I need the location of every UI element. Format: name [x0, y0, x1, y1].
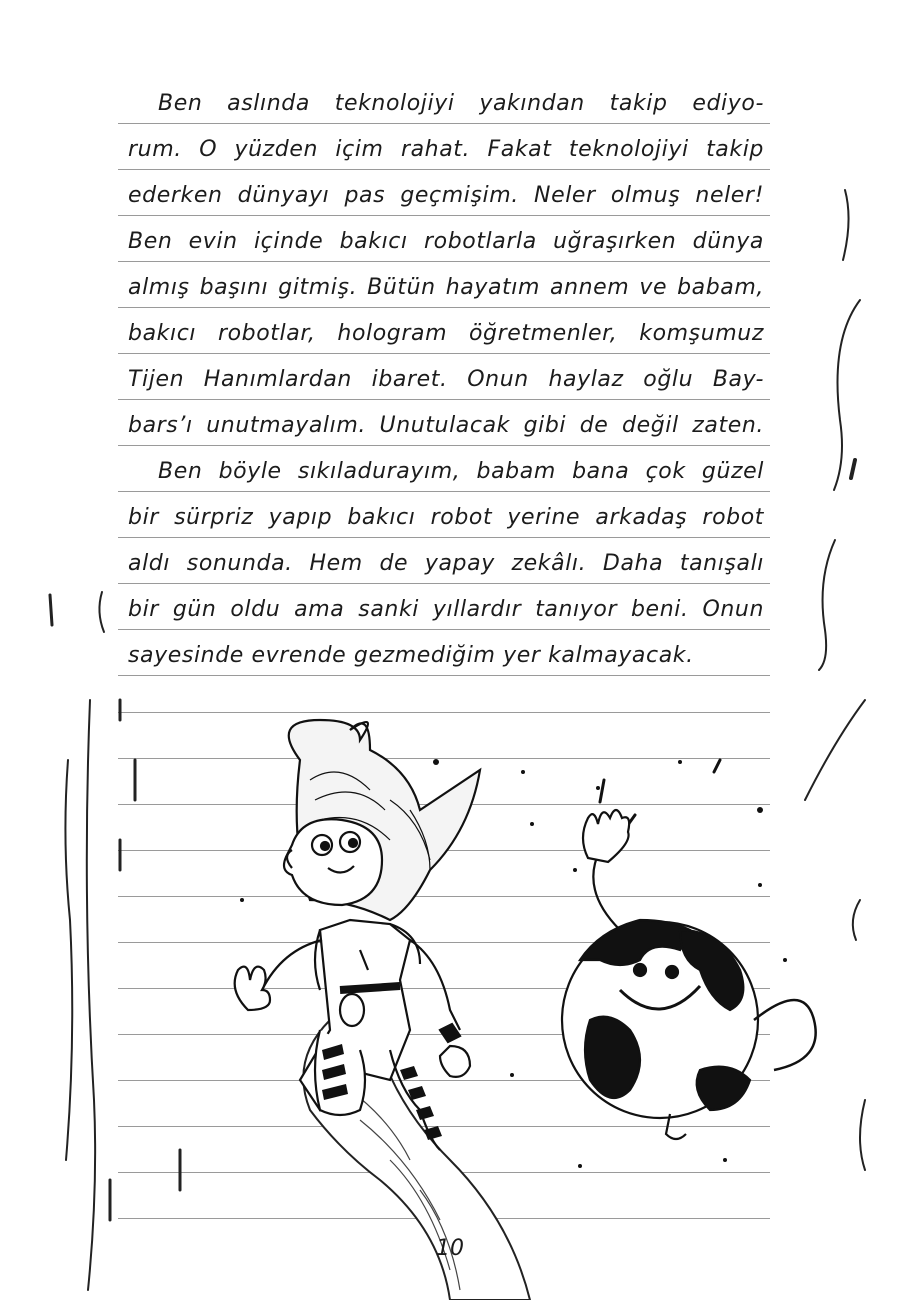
ruled-line	[118, 169, 770, 170]
ruled-line	[118, 675, 770, 676]
text-line: almış başını gitmiş. Bütün hayatım annem ve babam,	[128, 275, 764, 300]
ruled-line	[118, 491, 770, 492]
text-line: bir sürpriz yapıp bakıcı robot yerine arkadaş robot	[128, 505, 764, 530]
text-line: sayesinde evrende gezmediğim yer kalmayacak.	[128, 643, 694, 668]
ruled-line	[118, 353, 770, 354]
ruled-line	[118, 261, 770, 262]
text-line: bakıcı robotlar, hologram öğretmenler, komşumuz	[128, 321, 764, 346]
text-line: Tijen Hanımlardan ibaret. Onun haylaz oğlu Bay-	[128, 367, 764, 392]
illustration	[60, 690, 860, 1300]
text-line: bir gün oldu ama sanki yıllardır tanıyor beni. Onun	[128, 597, 764, 622]
ruled-line	[118, 537, 770, 538]
ruled-line	[118, 583, 770, 584]
text-line: rum. O yüzden içim rahat. Fakat teknolojiyi takip	[128, 137, 764, 162]
ruled-line	[118, 399, 770, 400]
text-line: aldı sonunda. Hem de yapay zekâlı. Daha tanışalı	[128, 551, 764, 576]
girl-character	[235, 720, 480, 1150]
text-line: bars’ı unutmayalım. Unutulacak gibi de değil zaten.	[128, 413, 764, 438]
page-number: 10	[436, 1236, 464, 1261]
ruled-line	[118, 445, 770, 446]
ruled-line	[118, 215, 770, 216]
text-line: Ben aslında teknolojiyi yakından takip ediyo-	[158, 91, 764, 116]
text-line: Ben böyle sıkıladurayım, babam bana çok güzel	[158, 459, 764, 484]
ruled-line	[118, 629, 770, 630]
ruled-line	[118, 307, 770, 308]
text-line: ederken dünyayı pas geçmişim. Neler olmuş neler!	[128, 183, 764, 208]
earth-planet-character	[562, 810, 816, 1139]
ruled-line	[118, 123, 770, 124]
text-line: Ben evin içinde bakıcı robotlarla uğraşırken dünya	[128, 229, 764, 254]
